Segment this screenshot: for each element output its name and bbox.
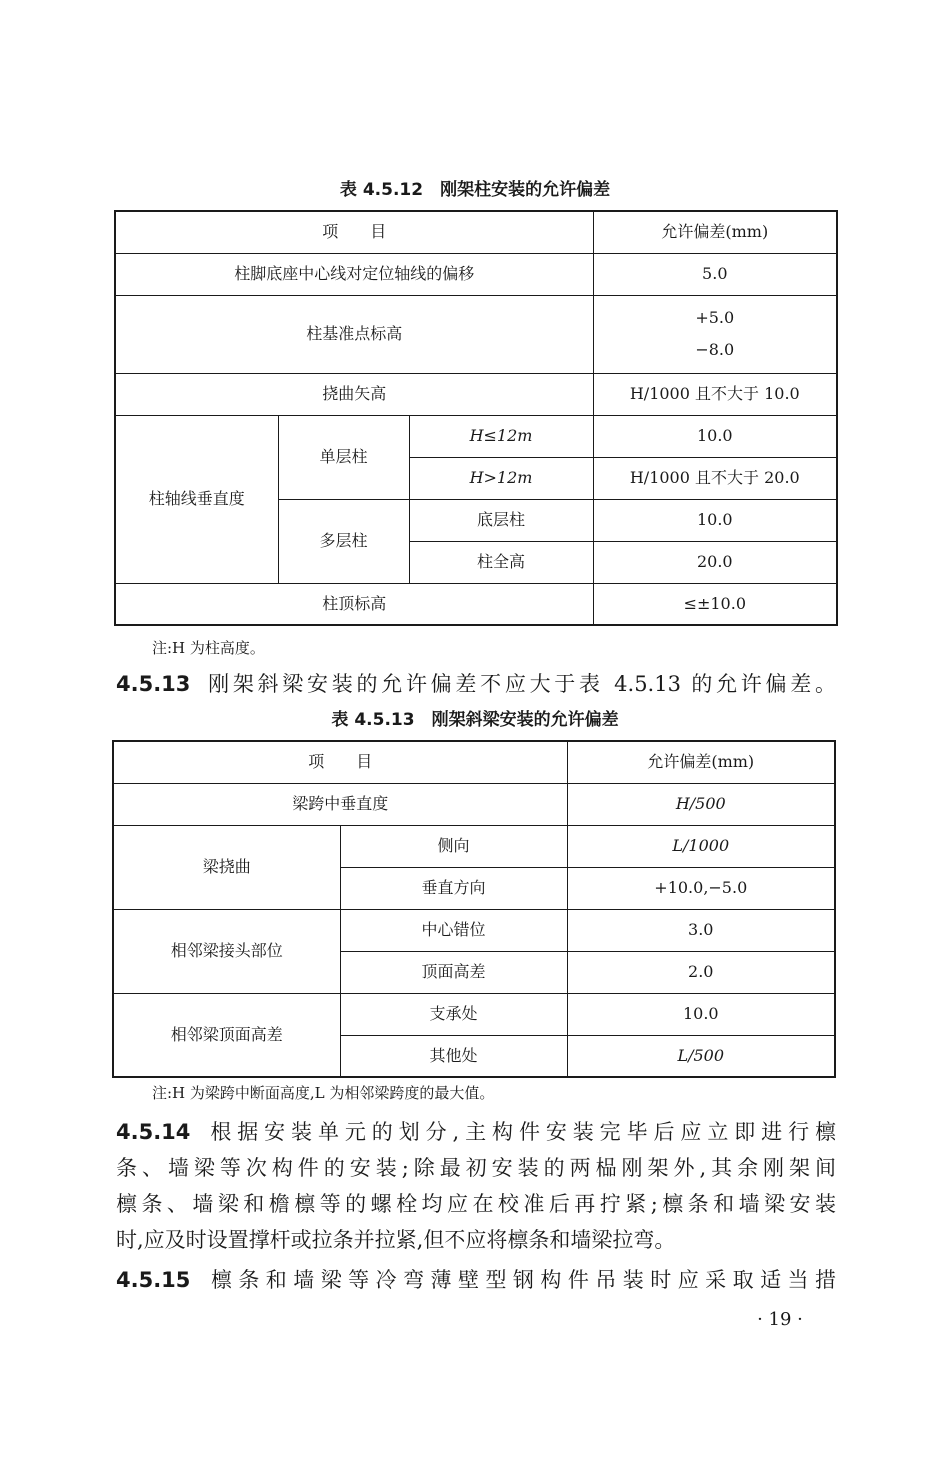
clause-text: 根据安装单元的划分,主构件安装完毕后应立即进行檩	[204, 1120, 836, 1144]
clause-number: 4.5.14	[116, 1120, 191, 1144]
table-header-row	[113, 741, 835, 783]
clause-4-5-14	[116, 1114, 836, 1258]
clause-number: 4.5.15	[116, 1268, 191, 1292]
header-item-cell: 项 目	[115, 211, 593, 253]
group-label-cell: 相邻梁接头部位	[113, 909, 340, 993]
table-4-5-13-note: 注:H 为梁跨中断面高度,L 为相邻梁跨度的最大值。	[152, 1084, 495, 1102]
table-4-5-12-note: 注:H 为柱高度。	[152, 639, 265, 657]
table-row	[113, 825, 835, 867]
table-4-5-12-caption: 表 4.5.12 刚架柱安装的允许偏差	[339, 180, 611, 200]
header-value-cell: 允许偏差(mm)	[567, 741, 835, 783]
clause-line: 檩条、墙梁和檐檩等的螺栓均应在校准后再拧紧;檩条和墙梁安装	[116, 1192, 836, 1216]
clause-4-5-13	[116, 666, 836, 702]
header-value-cell: 允许偏差(mm)	[593, 211, 837, 253]
clause-line: 时,应及时设置撑杆或拉条并拉紧,但不应将檩条和墙梁拉弯。	[116, 1228, 676, 1252]
clause-line	[116, 1114, 836, 1150]
group-label-cell: 相邻梁顶面高差	[113, 993, 340, 1077]
table-4-5-13-caption: 表 4.5.13 刚架斜梁安装的允许偏差	[331, 710, 619, 730]
header-item-cell: 项 目	[113, 741, 567, 783]
value-lower: −8.0	[695, 340, 735, 359]
subgroup-label-cell: 单层柱	[278, 415, 409, 499]
condition-cell: 中心错位	[340, 909, 567, 951]
condition-cell: 支承处	[340, 993, 567, 1035]
clause-line	[116, 1262, 836, 1298]
item-cell: 柱顶标高	[115, 583, 593, 625]
table-row	[115, 583, 837, 625]
subgroup-label-cell: 多层柱	[278, 499, 409, 583]
table-header-row	[115, 211, 837, 253]
table-4-5-12	[114, 210, 838, 626]
value-cell: H/1000 且不大于 20.0	[593, 457, 837, 499]
condition-cell: 垂直方向	[340, 867, 567, 909]
clause-text: 刚架斜梁安装的允许偏差不应大于表 4.5.13 的允许偏差。	[204, 672, 836, 696]
table-row	[115, 295, 837, 373]
value-cell: 3.0	[567, 909, 835, 951]
table-row	[113, 993, 835, 1035]
value-cell: 10.0	[567, 993, 835, 1035]
value-cell: L/1000	[567, 825, 835, 867]
clause-text: 檩条和墙梁等冷弯薄壁型钢构件吊装时应采取适当措	[204, 1268, 836, 1292]
clause-number: 4.5.13	[116, 672, 191, 696]
condition-cell: 底层柱	[409, 499, 593, 541]
value-cell: L/500	[567, 1035, 835, 1077]
table-row	[115, 373, 837, 415]
item-cell: 梁跨中垂直度	[113, 783, 567, 825]
value-cell: 2.0	[567, 951, 835, 993]
condition-cell: 柱全高	[409, 541, 593, 583]
condition-cell: H≤12m	[409, 415, 593, 457]
value-cell: +10.0,−5.0	[567, 867, 835, 909]
table-4-5-13	[112, 740, 836, 1078]
value-cell: ≤±10.0	[593, 583, 837, 625]
value-cell: H/500	[567, 783, 835, 825]
item-cell: 柱脚底座中心线对定位轴线的偏移	[115, 253, 593, 295]
value-upper: +5.0	[695, 308, 735, 327]
item-cell: 柱基准点标高	[115, 295, 593, 373]
value-cell: 20.0	[593, 541, 837, 583]
value-cell	[593, 295, 837, 373]
condition-cell: H>12m	[409, 457, 593, 499]
value-cell: 5.0	[593, 253, 837, 295]
page-number: · 19 ·	[757, 1309, 803, 1330]
clause-line: 条、墙梁等次构件的安装;除最初安装的两榀刚架外,其余刚架间	[116, 1156, 836, 1180]
value-cell: H/1000 且不大于 10.0	[593, 373, 837, 415]
value-cell: 10.0	[593, 415, 837, 457]
group-label-cell: 梁挠曲	[113, 825, 340, 909]
table-row	[113, 783, 835, 825]
clause-line	[116, 666, 836, 702]
table-row	[113, 909, 835, 951]
value-cell: 10.0	[593, 499, 837, 541]
condition-cell: 侧向	[340, 825, 567, 867]
condition-cell: 其他处	[340, 1035, 567, 1077]
condition-cell: 顶面高差	[340, 951, 567, 993]
item-cell: 挠曲矢高	[115, 373, 593, 415]
clause-4-5-15	[116, 1262, 836, 1298]
table-row	[115, 415, 837, 457]
group-label-cell: 柱轴线垂直度	[115, 415, 278, 583]
table-row	[115, 253, 837, 295]
